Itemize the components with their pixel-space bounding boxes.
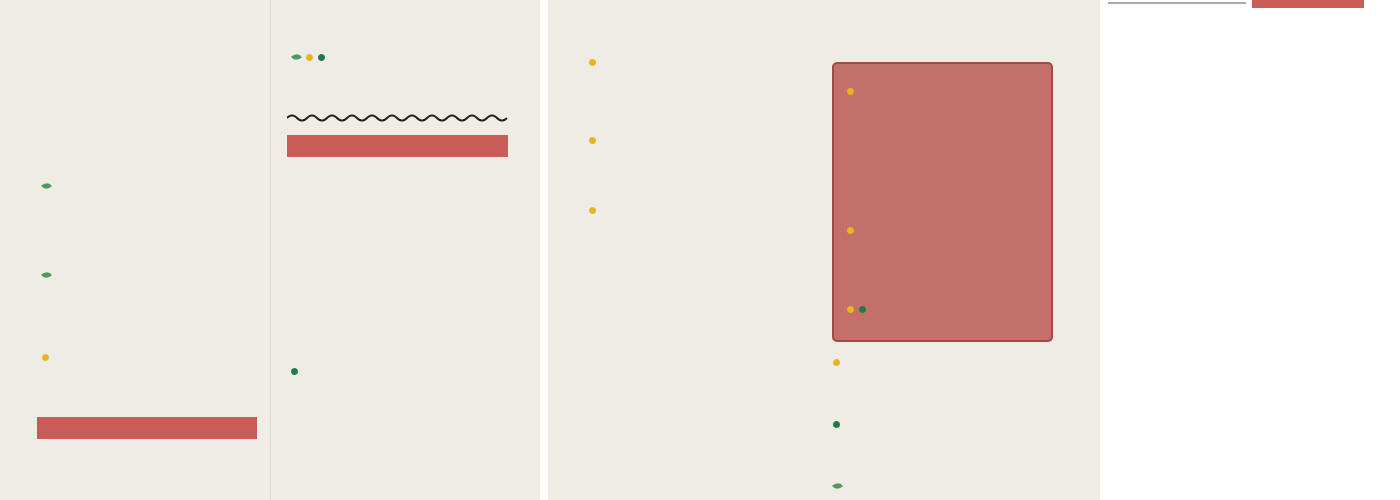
menu-item: [37, 178, 257, 198]
non-gluten-icon: [42, 354, 49, 361]
non-gluten-icon: [833, 359, 840, 366]
divider: [1108, 2, 1246, 4]
non-gluten-icon: [847, 306, 854, 313]
vegetarian-icon: [291, 52, 302, 62]
legend-vegan: [833, 418, 1048, 422]
section-heading-hot-drinks: [287, 135, 508, 157]
non-gluten-icon: [847, 227, 854, 234]
non-gluten-icon: [306, 54, 313, 61]
menu-item: [584, 202, 802, 222]
dish-description: [842, 83, 992, 101]
menu-panel-desserts: [548, 0, 820, 500]
menu-item: [37, 349, 257, 370]
menu-item: [584, 255, 802, 259]
menu-panel-breakfast: [0, 0, 270, 500]
vegan-icon: [318, 54, 325, 61]
menu-item: [37, 267, 257, 287]
vegan-icon: [291, 368, 298, 375]
menu-item: [842, 222, 1043, 242]
legend-vegetarian: [833, 480, 1048, 484]
menu-panel-drinks: [270, 0, 540, 500]
vegan-icon: [859, 306, 866, 313]
section-heading-morning-rolls: [37, 417, 257, 439]
vegetarian-icon: [41, 270, 52, 280]
menu-thumbnail-panel: [1100, 0, 1400, 500]
mains-menu-thumbnail: [1104, 0, 1400, 248]
menu-item: [584, 54, 802, 76]
menu-item: [37, 3, 257, 9]
non-gluten-icon: [589, 59, 596, 66]
menu-item: [842, 301, 1043, 321]
menu-item: [584, 410, 802, 414]
thumb-band: [1252, 0, 1364, 8]
wavy-divider: [287, 113, 509, 123]
non-gluten-icon: [589, 137, 596, 144]
menu-item: [287, 49, 506, 70]
menu-item: [584, 132, 802, 153]
menu-item: [37, 94, 257, 98]
non-gluten-icon: [589, 207, 596, 214]
vegan-icon: [833, 421, 840, 428]
vegetarian-icon: [41, 181, 52, 191]
menu-item: [37, 452, 257, 460]
menu-item: [842, 77, 1043, 101]
legend-non-gluten: [833, 356, 1048, 360]
menu-item: [584, 324, 802, 328]
drink-description: [286, 363, 298, 381]
non-gluten-icon: [847, 88, 854, 95]
ice-cream-box: [832, 62, 1053, 342]
